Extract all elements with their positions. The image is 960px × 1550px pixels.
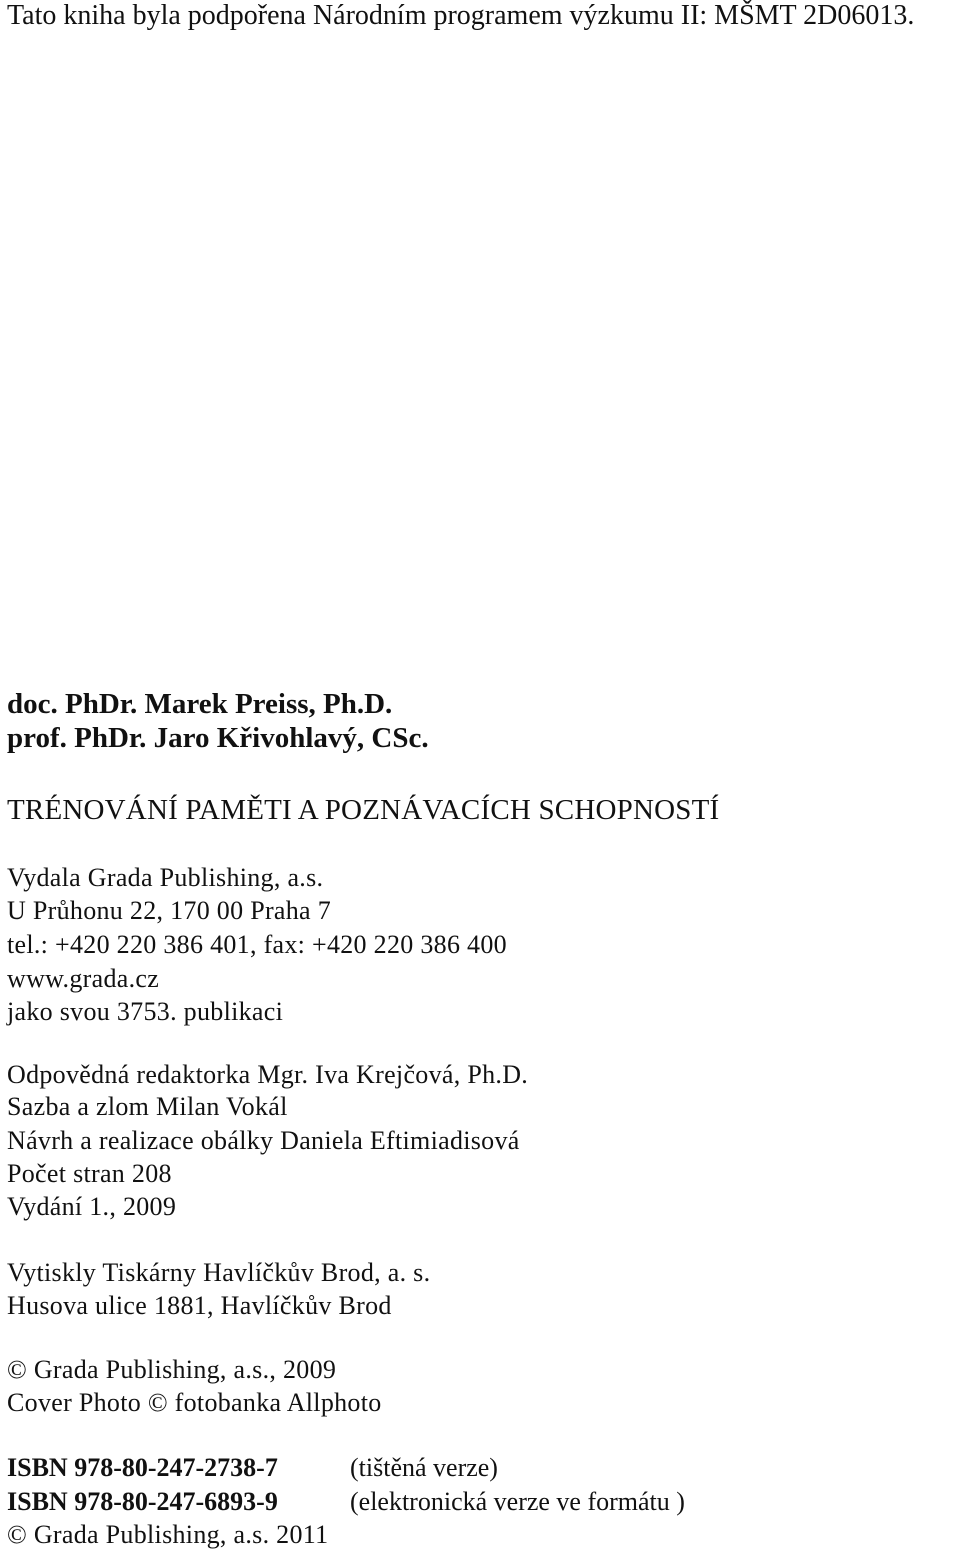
copyright-2011: © Grada Publishing, a.s. 2011 [7, 1520, 329, 1549]
book-title: TRÉNOVÁNÍ PAMĚTI A POZNÁVACÍCH SCHOPNOSTÍ [7, 794, 720, 826]
copyright-line-1: © Grada Publishing, a.s., 2009 [7, 1355, 337, 1384]
credit-edition: Vydání 1., 2009 [7, 1192, 177, 1221]
isbn-row [7, 1455, 498, 1481]
copyright-line-2: Cover Photo © fotobanka Allphoto [7, 1388, 382, 1417]
publisher-contact: tel.: +420 220 386 401, fax: +420 220 386 400 [7, 930, 507, 959]
publisher-web: www.grada.cz [7, 964, 160, 993]
isbn-note: (tištěná verze) [350, 1453, 498, 1482]
credit-typesetting: Sazba a zlom Milan Vokál [7, 1092, 288, 1121]
publisher-name: Vydala Grada Publishing, a.s. [7, 863, 324, 892]
publisher-address: U Průhonu 22, 170 00 Praha 7 [7, 896, 331, 925]
isbn-row [7, 1489, 685, 1515]
support-note: Tato kniha byla podpořena Národním programem výzkumu II: MŠMT 2D06013. [7, 0, 915, 31]
credit-cover: Návrh a realizace obálky Daniela Eftimiadisová [7, 1126, 520, 1155]
printer-name: Vytiskly Tiskárny Havlíčkův Brod, a. s. [7, 1258, 431, 1287]
credit-pages: Počet stran 208 [7, 1159, 172, 1188]
printer-address: Husova ulice 1881, Havlíčkův Brod [7, 1291, 392, 1320]
isbn-number: ISBN 978-80-247-6893-9 [7, 1487, 278, 1516]
credit-editor: Odpovědná redaktorka Mgr. Iva Krejčová, Ph.D. [7, 1060, 529, 1089]
author-2: prof. PhDr. Jaro Křivohlavý, CSc. [7, 722, 429, 754]
publication-number: jako svou 3753. publikaci [7, 997, 284, 1026]
isbn-note: (elektronická verze ve formátu ) [350, 1487, 685, 1516]
isbn-number: ISBN 978-80-247-2738-7 [7, 1453, 278, 1482]
author-1: doc. PhDr. Marek Preiss, Ph.D. [7, 688, 393, 720]
